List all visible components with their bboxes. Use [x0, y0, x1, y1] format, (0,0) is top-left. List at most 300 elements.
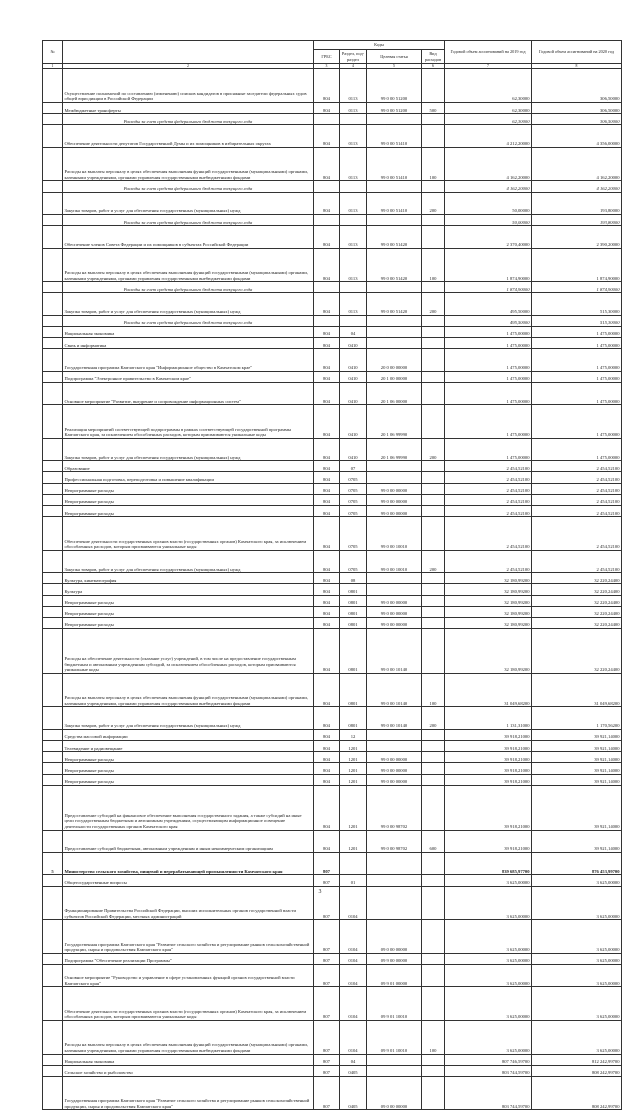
row-kind	[422, 741, 445, 752]
column-number: 6	[422, 64, 445, 69]
row-value-2020: 2 454,52100	[532, 472, 622, 483]
table-row	[43, 1076, 622, 1110]
row-section: 0113	[340, 125, 367, 147]
row-number	[43, 505, 63, 516]
row-number	[43, 349, 63, 371]
row-kind	[422, 606, 445, 617]
row-value-2019: 39 918,21000	[445, 763, 532, 774]
row-kind: 200	[422, 192, 445, 214]
row-grbs: 804	[314, 584, 340, 595]
column-number: 7	[445, 64, 532, 69]
row-name: Основное мероприятие "Развитие, внедрение и сопровождение информационных систем"	[63, 382, 314, 404]
row-grbs: 804	[314, 192, 340, 214]
row-target: 99 0 00 10010	[367, 517, 422, 551]
header-plan-2020: Годовой объем ассигнований на 2020 год	[532, 41, 622, 64]
row-value-2020: 1 475,00000	[532, 326, 622, 337]
table-row	[43, 472, 622, 483]
row-value-2019: 2 370,40000	[445, 226, 532, 248]
row-kind	[422, 617, 445, 628]
row-number	[43, 987, 63, 1021]
header-section: Раздел, под-раздел	[340, 50, 367, 64]
row-grbs: 804	[314, 752, 340, 763]
column-number: 5	[367, 64, 422, 69]
row-target: 99 0 00 51410	[367, 192, 422, 214]
table-row	[43, 461, 622, 472]
row-value-2019: 4 162,20000	[445, 181, 532, 192]
row-value-2020: 4 356,00000	[532, 125, 622, 147]
row-kind: 200	[422, 707, 445, 729]
row-section	[340, 114, 367, 125]
row-section: 0410	[340, 338, 367, 349]
row-grbs: 804	[314, 371, 340, 382]
table-row	[43, 69, 622, 103]
row-value-2020: 808 242,99700	[532, 1065, 622, 1076]
row-target: 99 0 00 98702	[367, 785, 422, 830]
row-value-2019: 4 162,20000	[445, 147, 532, 181]
row-kind	[422, 584, 445, 595]
row-value-2020: 1 475,00000	[532, 382, 622, 404]
row-number	[43, 617, 63, 628]
row-kind	[422, 875, 445, 886]
row-section: 0410	[340, 382, 367, 404]
row-value-2019: 1 475,00000	[445, 349, 532, 371]
row-value-2019: 495,50000	[445, 293, 532, 315]
row-target: 99 0 00 10140	[367, 673, 422, 707]
row-grbs: 807	[314, 953, 340, 964]
row-grbs: 804	[314, 673, 340, 707]
row-number	[43, 438, 63, 460]
row-target: 99 0 00 00000	[367, 752, 422, 763]
row-name: Предоставление субсидий бюджетным, автономным учреждениям и иным некоммерческим организациям	[63, 830, 314, 852]
row-value-2020: 2 454,52100	[532, 494, 622, 505]
row-target: 99 0 00 10140	[367, 629, 422, 674]
row-section: 0113	[340, 248, 367, 282]
row-name: Расходы на выплаты персоналу в целях обеспечения выполнения функций государственными (муниципальными) органами, казенными учреждениями, органами управления государственными внебюджетными фондами	[63, 673, 314, 707]
row-value-2019: 839 685,97700	[445, 852, 532, 874]
row-kind	[422, 729, 445, 740]
row-target: 99 0 00 51410	[367, 147, 422, 181]
table-row	[43, 573, 622, 584]
row-target	[367, 282, 422, 293]
row-name: Межбюджетные трансферты	[63, 103, 314, 114]
row-number	[43, 405, 63, 439]
row-number	[43, 752, 63, 763]
row-target	[367, 326, 422, 337]
row-name: Непрограммные расходы	[63, 494, 314, 505]
row-grbs	[314, 315, 340, 326]
row-target: 99 0 00 51200	[367, 103, 422, 114]
row-value-2020: 1 874,90000	[532, 248, 622, 282]
row-kind	[422, 987, 445, 1021]
row-grbs: 804	[314, 438, 340, 460]
row-grbs: 804	[314, 729, 340, 740]
row-section: 1201	[340, 774, 367, 785]
row-name: Реализация мероприятий соответствующей подпрограммы в рамках соответствующей государственной программы Камчатского края, за исключением обособленных расходов, которым присваиваются уникальные коды	[63, 405, 314, 439]
row-value-2019: 62,30000	[445, 69, 532, 103]
row-number	[43, 483, 63, 494]
row-value-2019: 3 625,00000	[445, 953, 532, 964]
row-kind	[422, 483, 445, 494]
row-grbs: 804	[314, 248, 340, 282]
row-number	[43, 226, 63, 248]
row-section: 0705	[340, 494, 367, 505]
row-number	[43, 550, 63, 572]
row-grbs: 804	[314, 741, 340, 752]
row-grbs: 804	[314, 550, 340, 572]
row-number	[43, 192, 63, 214]
row-target	[367, 338, 422, 349]
row-grbs: 807	[314, 987, 340, 1021]
row-number	[43, 953, 63, 964]
row-name: Функционирование Правительства Российской Федерации, высших исполнительных органов государственной власти субъектов Российской Федерации, местных администраций	[63, 886, 314, 920]
row-value-2020: 3 625,00000	[532, 987, 622, 1021]
row-grbs: 804	[314, 147, 340, 181]
row-value-2020: 1 475,00000	[532, 371, 622, 382]
row-grbs: 807	[314, 964, 340, 986]
row-name: Национальная экономика	[63, 1054, 314, 1065]
row-number	[43, 248, 63, 282]
row-target: 99 0 00 51420	[367, 248, 422, 282]
row-number	[43, 338, 63, 349]
row-grbs: 804	[314, 707, 340, 729]
row-name: Сельское хозяйство и рыболовство	[63, 1065, 314, 1076]
row-kind	[422, 226, 445, 248]
table-row	[43, 987, 622, 1021]
table-row	[43, 248, 622, 282]
row-name: Расходы за счет средств федерального бюджета текущего года	[63, 315, 314, 326]
row-value-2019: 39 918,21000	[445, 774, 532, 785]
row-grbs: 804	[314, 830, 340, 852]
row-name: Государственная программа Камчатского края "Развитие сельского хозяйства и регулирование рынков сельскохозяйственной продукции, сырья и продовольствия Камчатского края"	[63, 1076, 314, 1110]
row-value-2020: 515,30000	[532, 315, 622, 326]
table-row	[43, 214, 622, 225]
row-value-2019: 2 454,52100	[445, 550, 532, 572]
row-target	[367, 584, 422, 595]
row-target: 09 9 00 00000	[367, 953, 422, 964]
budget-table-sheet	[42, 40, 621, 1109]
row-value-2019: 2 454,52100	[445, 505, 532, 516]
row-value-2019: 807 746,59700	[445, 1054, 532, 1065]
row-section: 0113	[340, 103, 367, 114]
row-name: Закупка товаров, работ и услуг для обеспечения государственных (муниципальных) нужд	[63, 550, 314, 572]
table-row	[43, 1065, 622, 1076]
row-value-2020: 4 162,20000	[532, 147, 622, 181]
row-section: 0113	[340, 147, 367, 181]
row-name: Обеспечение членов Совета Федерации и их помощников в субъектах Российской Федерации	[63, 226, 314, 248]
row-name: Средства массовой информации	[63, 729, 314, 740]
row-target: 99 0 00 00000	[367, 617, 422, 628]
row-value-2020: 32 220,24400	[532, 573, 622, 584]
table-row	[43, 729, 622, 740]
row-value-2019: 495,50000	[445, 315, 532, 326]
row-target: 09 0 00 00000	[367, 1076, 422, 1110]
row-value-2019: 32 180,99200	[445, 617, 532, 628]
row-target	[367, 114, 422, 125]
row-grbs: 804	[314, 338, 340, 349]
row-kind	[422, 181, 445, 192]
row-target	[367, 472, 422, 483]
row-target	[367, 1065, 422, 1076]
row-number	[43, 371, 63, 382]
row-value-2019: 31 049,68200	[445, 673, 532, 707]
row-kind: 200	[422, 438, 445, 460]
row-section: 0410	[340, 405, 367, 439]
row-value-2020: 32 220,24400	[532, 629, 622, 674]
row-target: 99 0 00 00000	[367, 595, 422, 606]
row-value-2019: 32 180,99200	[445, 584, 532, 595]
row-kind	[422, 326, 445, 337]
table-row	[43, 192, 622, 214]
row-value-2019: 3 625,00000	[445, 1020, 532, 1054]
row-section: 0113	[340, 69, 367, 103]
row-number	[43, 741, 63, 752]
table-row	[43, 584, 622, 595]
row-value-2020: 2 454,52100	[532, 505, 622, 516]
row-value-2019: 1 475,00000	[445, 382, 532, 404]
row-value-2020: 1 170,56200	[532, 707, 622, 729]
row-value-2019: 1 874,90000	[445, 282, 532, 293]
row-kind	[422, 852, 445, 874]
row-grbs: 804	[314, 382, 340, 404]
table-row	[43, 282, 622, 293]
row-section: 0705	[340, 517, 367, 551]
row-section: 0405	[340, 1076, 367, 1110]
row-name: Непрограммные расходы	[63, 483, 314, 494]
table-row	[43, 338, 622, 349]
row-grbs: 804	[314, 606, 340, 617]
row-name: Государственная программа Камчатского края "Информационное общество в Камчатском крае"	[63, 349, 314, 371]
row-value-2020: 2 390,20000	[532, 226, 622, 248]
row-value-2019: 50,00000	[445, 192, 532, 214]
row-value-2019: 2 454,52100	[445, 494, 532, 505]
row-value-2020: 1 475,00000	[532, 438, 622, 460]
table-row	[43, 326, 622, 337]
row-target: 99 0 00 00000	[367, 606, 422, 617]
row-name: Основное мероприятие "Руководство и управление в сфере установленных функций органов государственной власти Камчатского края"	[63, 964, 314, 986]
row-kind	[422, 517, 445, 551]
row-section: 0113	[340, 192, 367, 214]
row-value-2019: 1 475,00000	[445, 438, 532, 460]
row-target: 99 0 00 51420	[367, 226, 422, 248]
row-value-2020: 39 921,14000	[532, 830, 622, 852]
row-value-2019: 39 918,21000	[445, 785, 532, 830]
table-row	[43, 763, 622, 774]
row-section: 0801	[340, 617, 367, 628]
row-target: 99 0 00 51420	[367, 293, 422, 315]
row-grbs	[314, 181, 340, 192]
row-name: Непрограммные расходы	[63, 505, 314, 516]
row-value-2020: 39 921,14000	[532, 763, 622, 774]
row-kind	[422, 953, 445, 964]
row-kind	[422, 1076, 445, 1110]
row-value-2020: 39 921,14000	[532, 729, 622, 740]
table-row	[43, 673, 622, 707]
row-number	[43, 147, 63, 181]
table-row	[43, 606, 622, 617]
row-value-2019: 3 625,00000	[445, 920, 532, 954]
column-number: 4	[340, 64, 367, 69]
row-kind: 200	[422, 293, 445, 315]
row-value-2020: 2 454,52100	[532, 483, 622, 494]
row-target: 09 9 01 10010	[367, 987, 422, 1021]
row-kind: 200	[422, 550, 445, 572]
row-name: Предоставление субсидий на финансовое обеспечение выполнения государственного задания, а также субсидий на иные цели государственным бюджетным и автономным учреждениям, осуществляющим информационное освещение деятельности государственных органов Камчатского края	[63, 785, 314, 830]
table-row	[43, 438, 622, 460]
row-value-2019: 2 454,52100	[445, 472, 532, 483]
row-target: 99 0 00 00000	[367, 494, 422, 505]
column-number: 2	[63, 64, 314, 69]
row-target: 99 0 00 00000	[367, 483, 422, 494]
row-number	[43, 461, 63, 472]
table-row	[43, 349, 622, 371]
row-target: 20 1 06 00000	[367, 382, 422, 404]
row-target: 20 1 00 00000	[367, 371, 422, 382]
row-section: 0113	[340, 293, 367, 315]
row-section: 0801	[340, 595, 367, 606]
row-name: Подпрограмма "Обеспечение реализации Программы"	[63, 953, 314, 964]
row-section: 0104	[340, 953, 367, 964]
row-value-2019: 1 874,90000	[445, 248, 532, 282]
column-number: 3	[314, 64, 340, 69]
table-row	[43, 852, 622, 874]
row-section: 0705	[340, 472, 367, 483]
row-value-2019: 1 475,00000	[445, 405, 532, 439]
row-kind: 600	[422, 830, 445, 852]
row-kind	[422, 405, 445, 439]
row-name: Расходы за счет средств федерального бюджета текущего года	[63, 114, 314, 125]
table-row	[43, 830, 622, 852]
row-name: Обеспечение деятельности государственных органов власти (государственных органов) Камчатского края, за исключением обособленных расходов, которым присваиваются уникальные коды	[63, 517, 314, 551]
row-name: Профессиональная подготовка, переподготовка и повышение квалификации	[63, 472, 314, 483]
row-grbs: 807	[314, 1065, 340, 1076]
row-number	[43, 1076, 63, 1110]
row-section: 0410	[340, 438, 367, 460]
header-codes-group: Коды	[314, 41, 445, 50]
row-number	[43, 103, 63, 114]
row-target: 09 9 01 10010	[367, 1020, 422, 1054]
row-name: Непрограммные расходы	[63, 752, 314, 763]
row-grbs: 804	[314, 326, 340, 337]
row-target: 09 0 00 00000	[367, 920, 422, 954]
row-target	[367, 214, 422, 225]
table-row	[43, 371, 622, 382]
row-target: 20 1 06 99990	[367, 405, 422, 439]
row-value-2020: 1 874,90000	[532, 282, 622, 293]
row-value-2019: 39 918,21000	[445, 729, 532, 740]
row-value-2020: 193,80000	[532, 214, 622, 225]
budget-table	[42, 40, 622, 1110]
row-target	[367, 573, 422, 584]
table-row	[43, 494, 622, 505]
row-number: 5	[43, 852, 63, 874]
row-value-2019: 39 918,21000	[445, 741, 532, 752]
page-number: 3	[318, 889, 322, 895]
row-kind	[422, 920, 445, 954]
table-row	[43, 125, 622, 147]
row-name: Закупка товаров, работ и услуг для обеспечения государственных (муниципальных) нужд	[63, 438, 314, 460]
row-number	[43, 573, 63, 584]
row-section: 0705	[340, 483, 367, 494]
row-grbs: 804	[314, 349, 340, 371]
table-row	[43, 517, 622, 551]
row-number	[43, 595, 63, 606]
row-grbs: 804	[314, 483, 340, 494]
row-value-2019: 1 475,00000	[445, 338, 532, 349]
header-target: Целевая статья	[367, 50, 422, 64]
row-grbs: 804	[314, 505, 340, 516]
row-kind	[422, 472, 445, 483]
row-section: 0801	[340, 707, 367, 729]
row-name: Закупка товаров, работ и услуг для обеспечения государственных (муниципальных) нужд	[63, 192, 314, 214]
row-value-2019: 62,30000	[445, 103, 532, 114]
row-number	[43, 472, 63, 483]
row-value-2020: 193,80000	[532, 192, 622, 214]
row-grbs: 807	[314, 1054, 340, 1065]
row-grbs: 807	[314, 1076, 340, 1110]
row-target: 99 0 00 00000	[367, 774, 422, 785]
table-row	[43, 774, 622, 785]
row-value-2019: 39 918,21000	[445, 752, 532, 763]
row-number	[43, 830, 63, 852]
row-number	[43, 214, 63, 225]
row-kind	[422, 349, 445, 371]
row-name: Государственная программа Камчатского края "Развитие сельского хозяйства и регулирование рынков сельскохозяйственной продукции, сырья и продовольствия Камчатского края"	[63, 920, 314, 954]
row-value-2020: 808 242,99700	[532, 1076, 622, 1110]
row-value-2020: 4 162,20000	[532, 181, 622, 192]
row-grbs: 807	[314, 852, 340, 874]
row-value-2020: 3 625,00000	[532, 953, 622, 964]
table-row	[43, 382, 622, 404]
header-plan-2019: Годовой объем ассигнований на 2019 год	[445, 41, 532, 64]
row-name: Непрограммные расходы	[63, 595, 314, 606]
table-row	[43, 629, 622, 674]
row-value-2019: 4 212,20000	[445, 125, 532, 147]
table-row	[43, 103, 622, 114]
row-name: Закупка товаров, работ и услуг для обеспечения государственных (муниципальных) нужд	[63, 293, 314, 315]
row-number	[43, 326, 63, 337]
row-value-2020: 39 921,14000	[532, 752, 622, 763]
row-number	[43, 315, 63, 326]
row-value-2020: 39 921,14000	[532, 741, 622, 752]
row-target	[367, 1054, 422, 1065]
table-row	[43, 707, 622, 729]
row-number	[43, 282, 63, 293]
row-kind: 100	[422, 248, 445, 282]
row-kind	[422, 573, 445, 584]
row-value-2020: 306,50000	[532, 103, 622, 114]
table-row	[43, 920, 622, 954]
row-section: 0801	[340, 606, 367, 617]
row-target	[367, 461, 422, 472]
row-value-2020: 3 625,00000	[532, 920, 622, 954]
row-grbs: 804	[314, 617, 340, 628]
row-value-2019: 32 180,99200	[445, 595, 532, 606]
row-number	[43, 875, 63, 886]
row-grbs	[314, 114, 340, 125]
table-row	[43, 293, 622, 315]
row-grbs: 804	[314, 774, 340, 785]
row-grbs: 804	[314, 226, 340, 248]
row-value-2020: 3 625,00000	[532, 875, 622, 886]
row-value-2019: 1 131,31000	[445, 707, 532, 729]
row-kind	[422, 494, 445, 505]
row-kind	[422, 282, 445, 293]
column-number: 8	[532, 64, 622, 69]
row-number	[43, 293, 63, 315]
row-value-2020: 32 220,24400	[532, 606, 622, 617]
row-grbs	[314, 282, 340, 293]
row-kind	[422, 214, 445, 225]
